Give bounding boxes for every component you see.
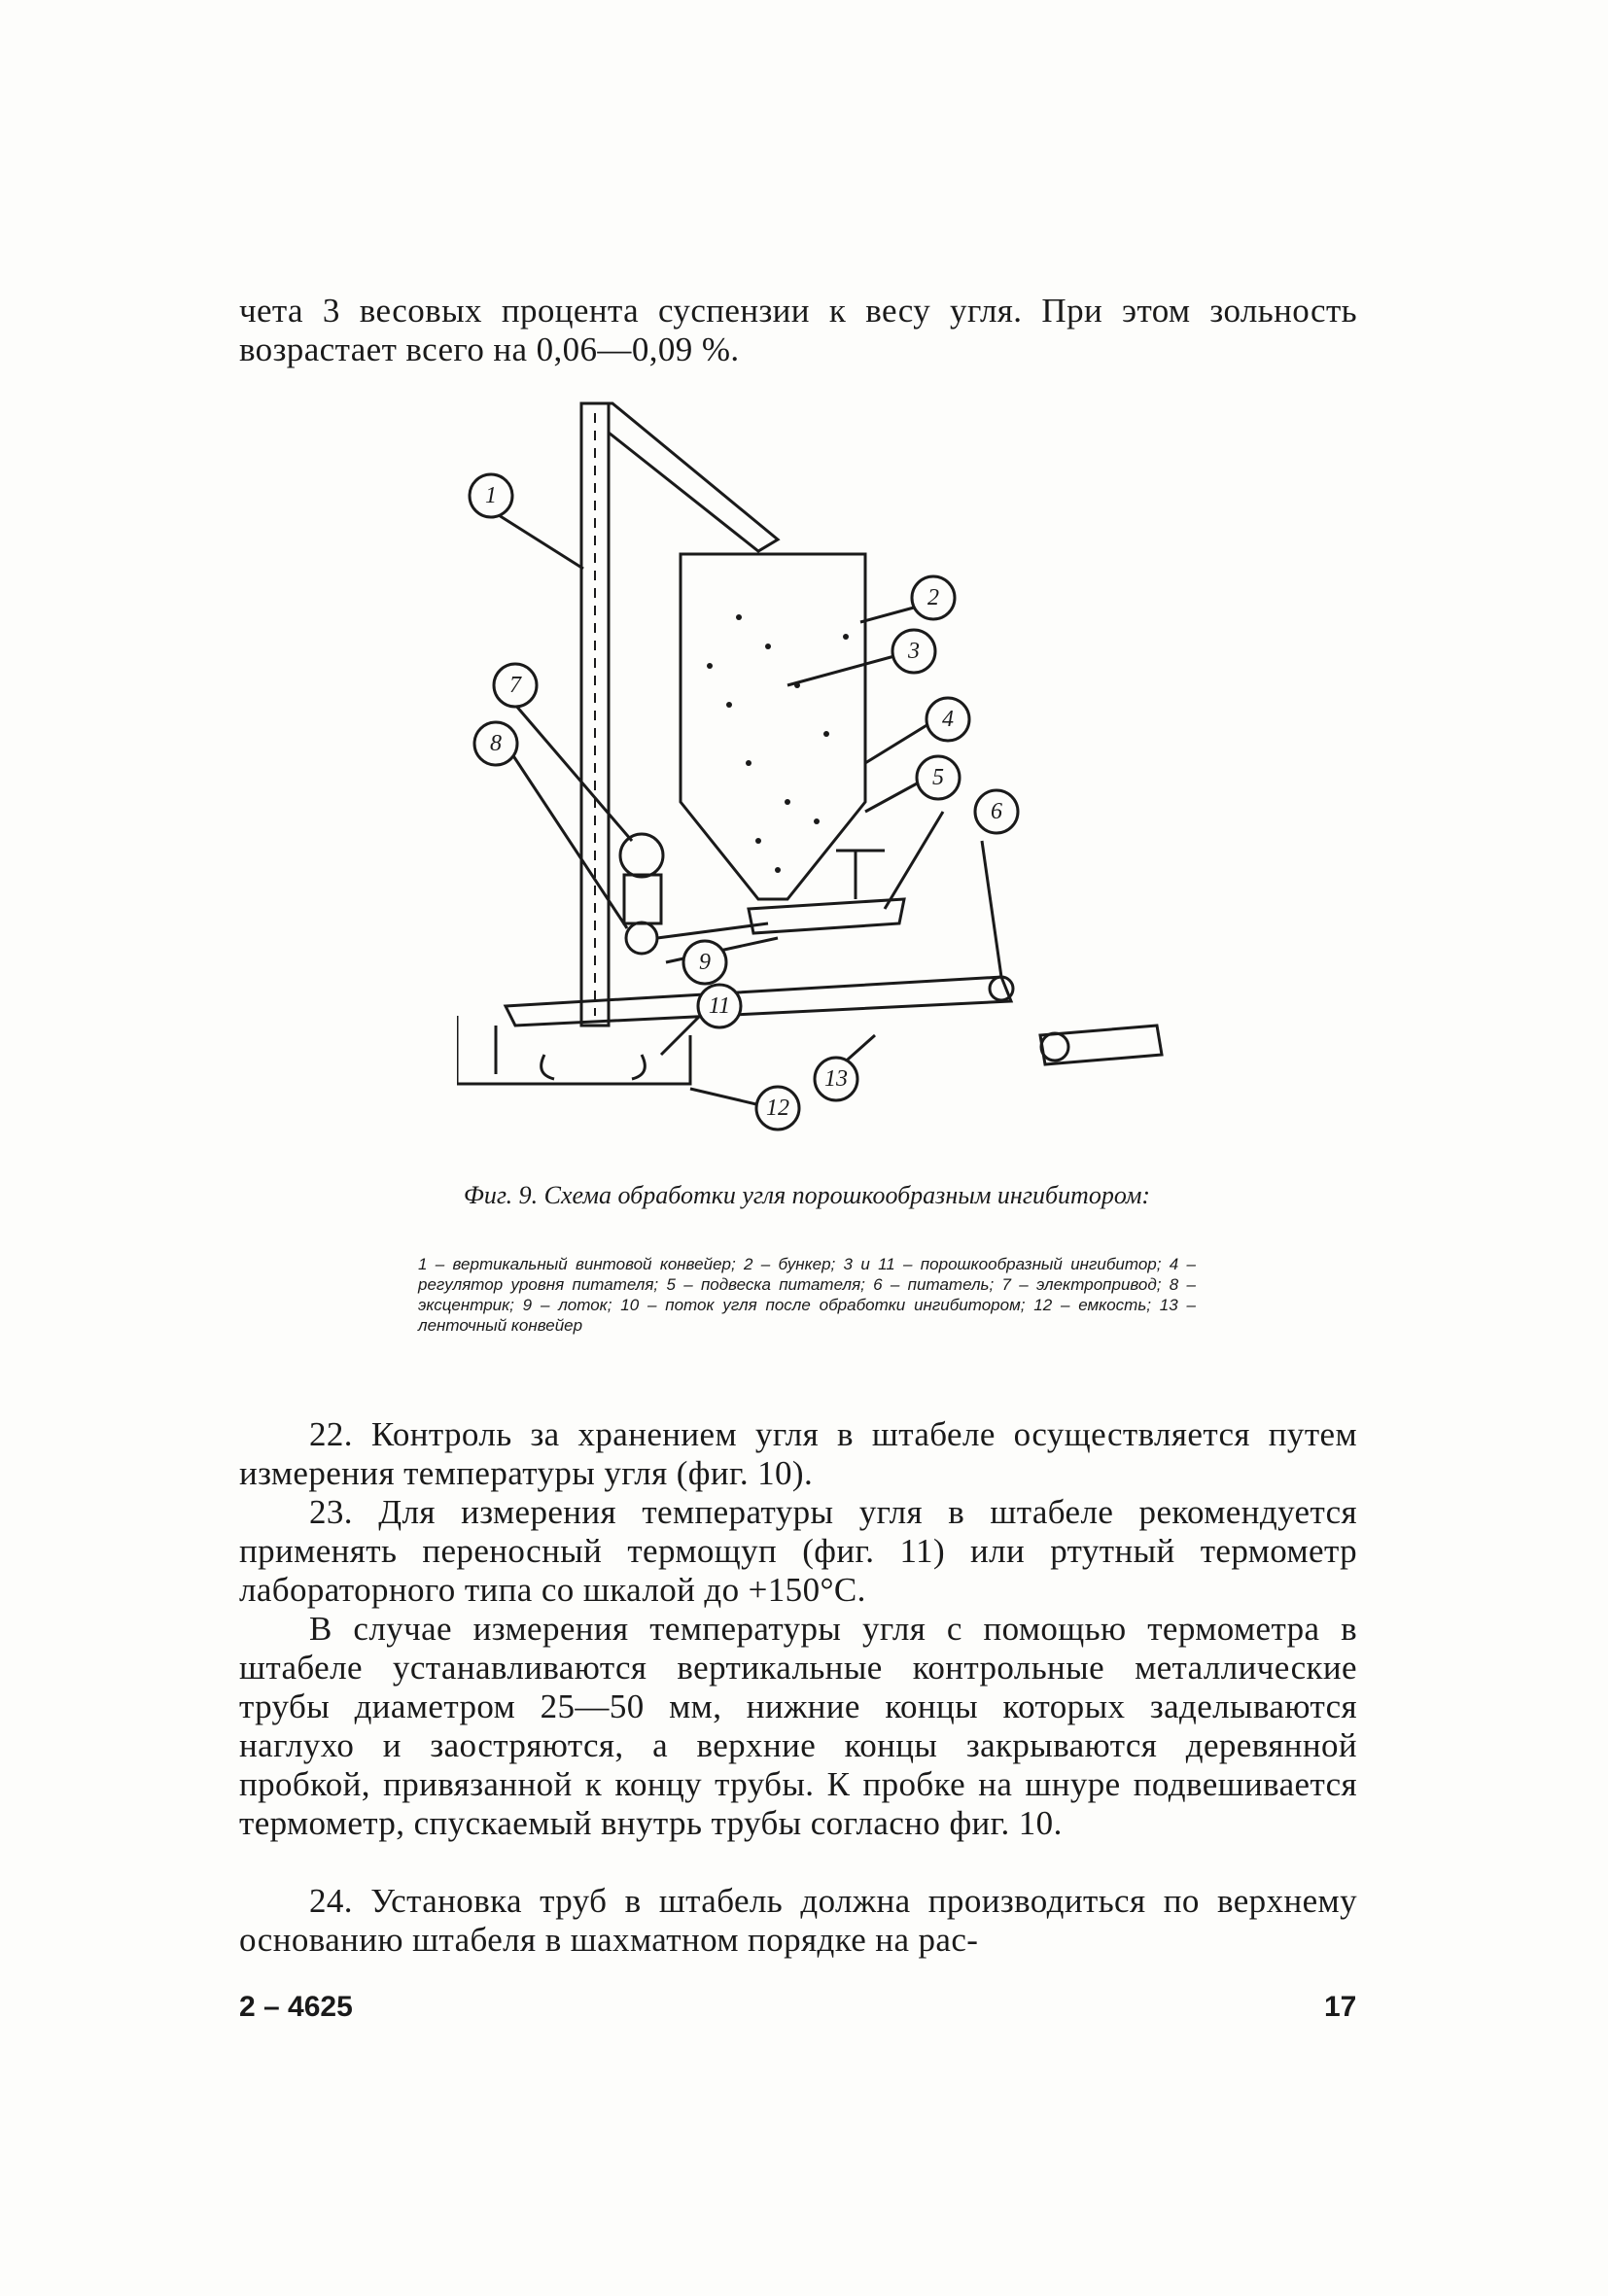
label-6: 6 xyxy=(991,799,1002,824)
label-11: 11 xyxy=(708,993,731,1019)
paragraph-24-text: 24. Установка труб в штабель должна производиться по верхнему основанию штабеля в шахматном порядке на рас- xyxy=(239,1882,1357,1959)
label-12: 12 xyxy=(766,1096,789,1121)
label-1: 1 xyxy=(485,483,497,508)
label-5: 5 xyxy=(932,765,944,790)
feed-chute xyxy=(581,403,778,551)
figure-legend: 1 – вертикальный винтовой конвейер; 2 – бункер; 3 и 11 – порошкообразный ингибитор; 4 – регулятор уровня питателя; 5 – подвеска питателя; 6 – питатель; 7 – электропривод; 8 – эксцентрик; 9 – лоток; 10 – поток угля после обработки ингибитором; 12 – емкость; 13 – ленточный конвейер xyxy=(418,1255,1196,1335)
label-8: 8 xyxy=(490,731,502,756)
paragraph-24 xyxy=(239,1882,1357,1960)
paragraph-top: чета 3 весовых процента суспензии к весу угля. При этом зольность возрастает всего на 0,06—0,09 %. xyxy=(239,292,1357,368)
feeder xyxy=(749,899,904,933)
paragraph-thermometer-case xyxy=(239,1610,1357,1843)
paragraph-23-text: 23. Для измерения температуры угля в штабеле рекомендуется применять переносный термощуп (фиг. 11) или ртутный термометр лабораторного типа со шкалой до +150°С. xyxy=(239,1493,1357,1609)
figure-9-diagram xyxy=(457,394,1235,1142)
label-3: 3 xyxy=(908,639,920,664)
paragraph-22-text: 22. Контроль за хранением угля в штабеле осуществляется путем измерения температуры угля (фиг. 10). xyxy=(239,1415,1357,1492)
label-2: 2 xyxy=(927,585,939,610)
label-9: 9 xyxy=(699,950,711,975)
motor xyxy=(620,834,663,877)
inhibitor-powder xyxy=(707,614,849,873)
paragraph-23 xyxy=(239,1493,1357,1610)
label-4: 4 xyxy=(942,707,954,732)
bunker xyxy=(681,554,865,899)
eccentric xyxy=(626,922,657,954)
footer-signature: 2 – 4625 xyxy=(239,1991,353,2023)
container xyxy=(457,1016,690,1084)
paragraph-22 xyxy=(239,1415,1357,1493)
page-number: 17 xyxy=(1324,1991,1357,2023)
label-13: 13 xyxy=(824,1066,848,1092)
figure-caption-title: Фиг. 9. Схема обработки угля порошкообразным ингибитором: xyxy=(463,1181,1151,1209)
paragraph-thermometer-text: В случае измерения температуры угля с помощью термометра в штабеле устанавливаются вертикальные контрольные металлические трубы диаметром 25—50 мм, нижние концы которых заделываются наглухо и заостряются, а верхние концы закрываются деревянной пробкой, привязанной к концу трубы. К пробке на шнуре подвешивается термометр, спускаемый внутрь трубы согласно фиг. 10. xyxy=(239,1610,1357,1842)
label-7: 7 xyxy=(509,673,521,698)
coal-treatment-scheme xyxy=(457,394,1235,1142)
